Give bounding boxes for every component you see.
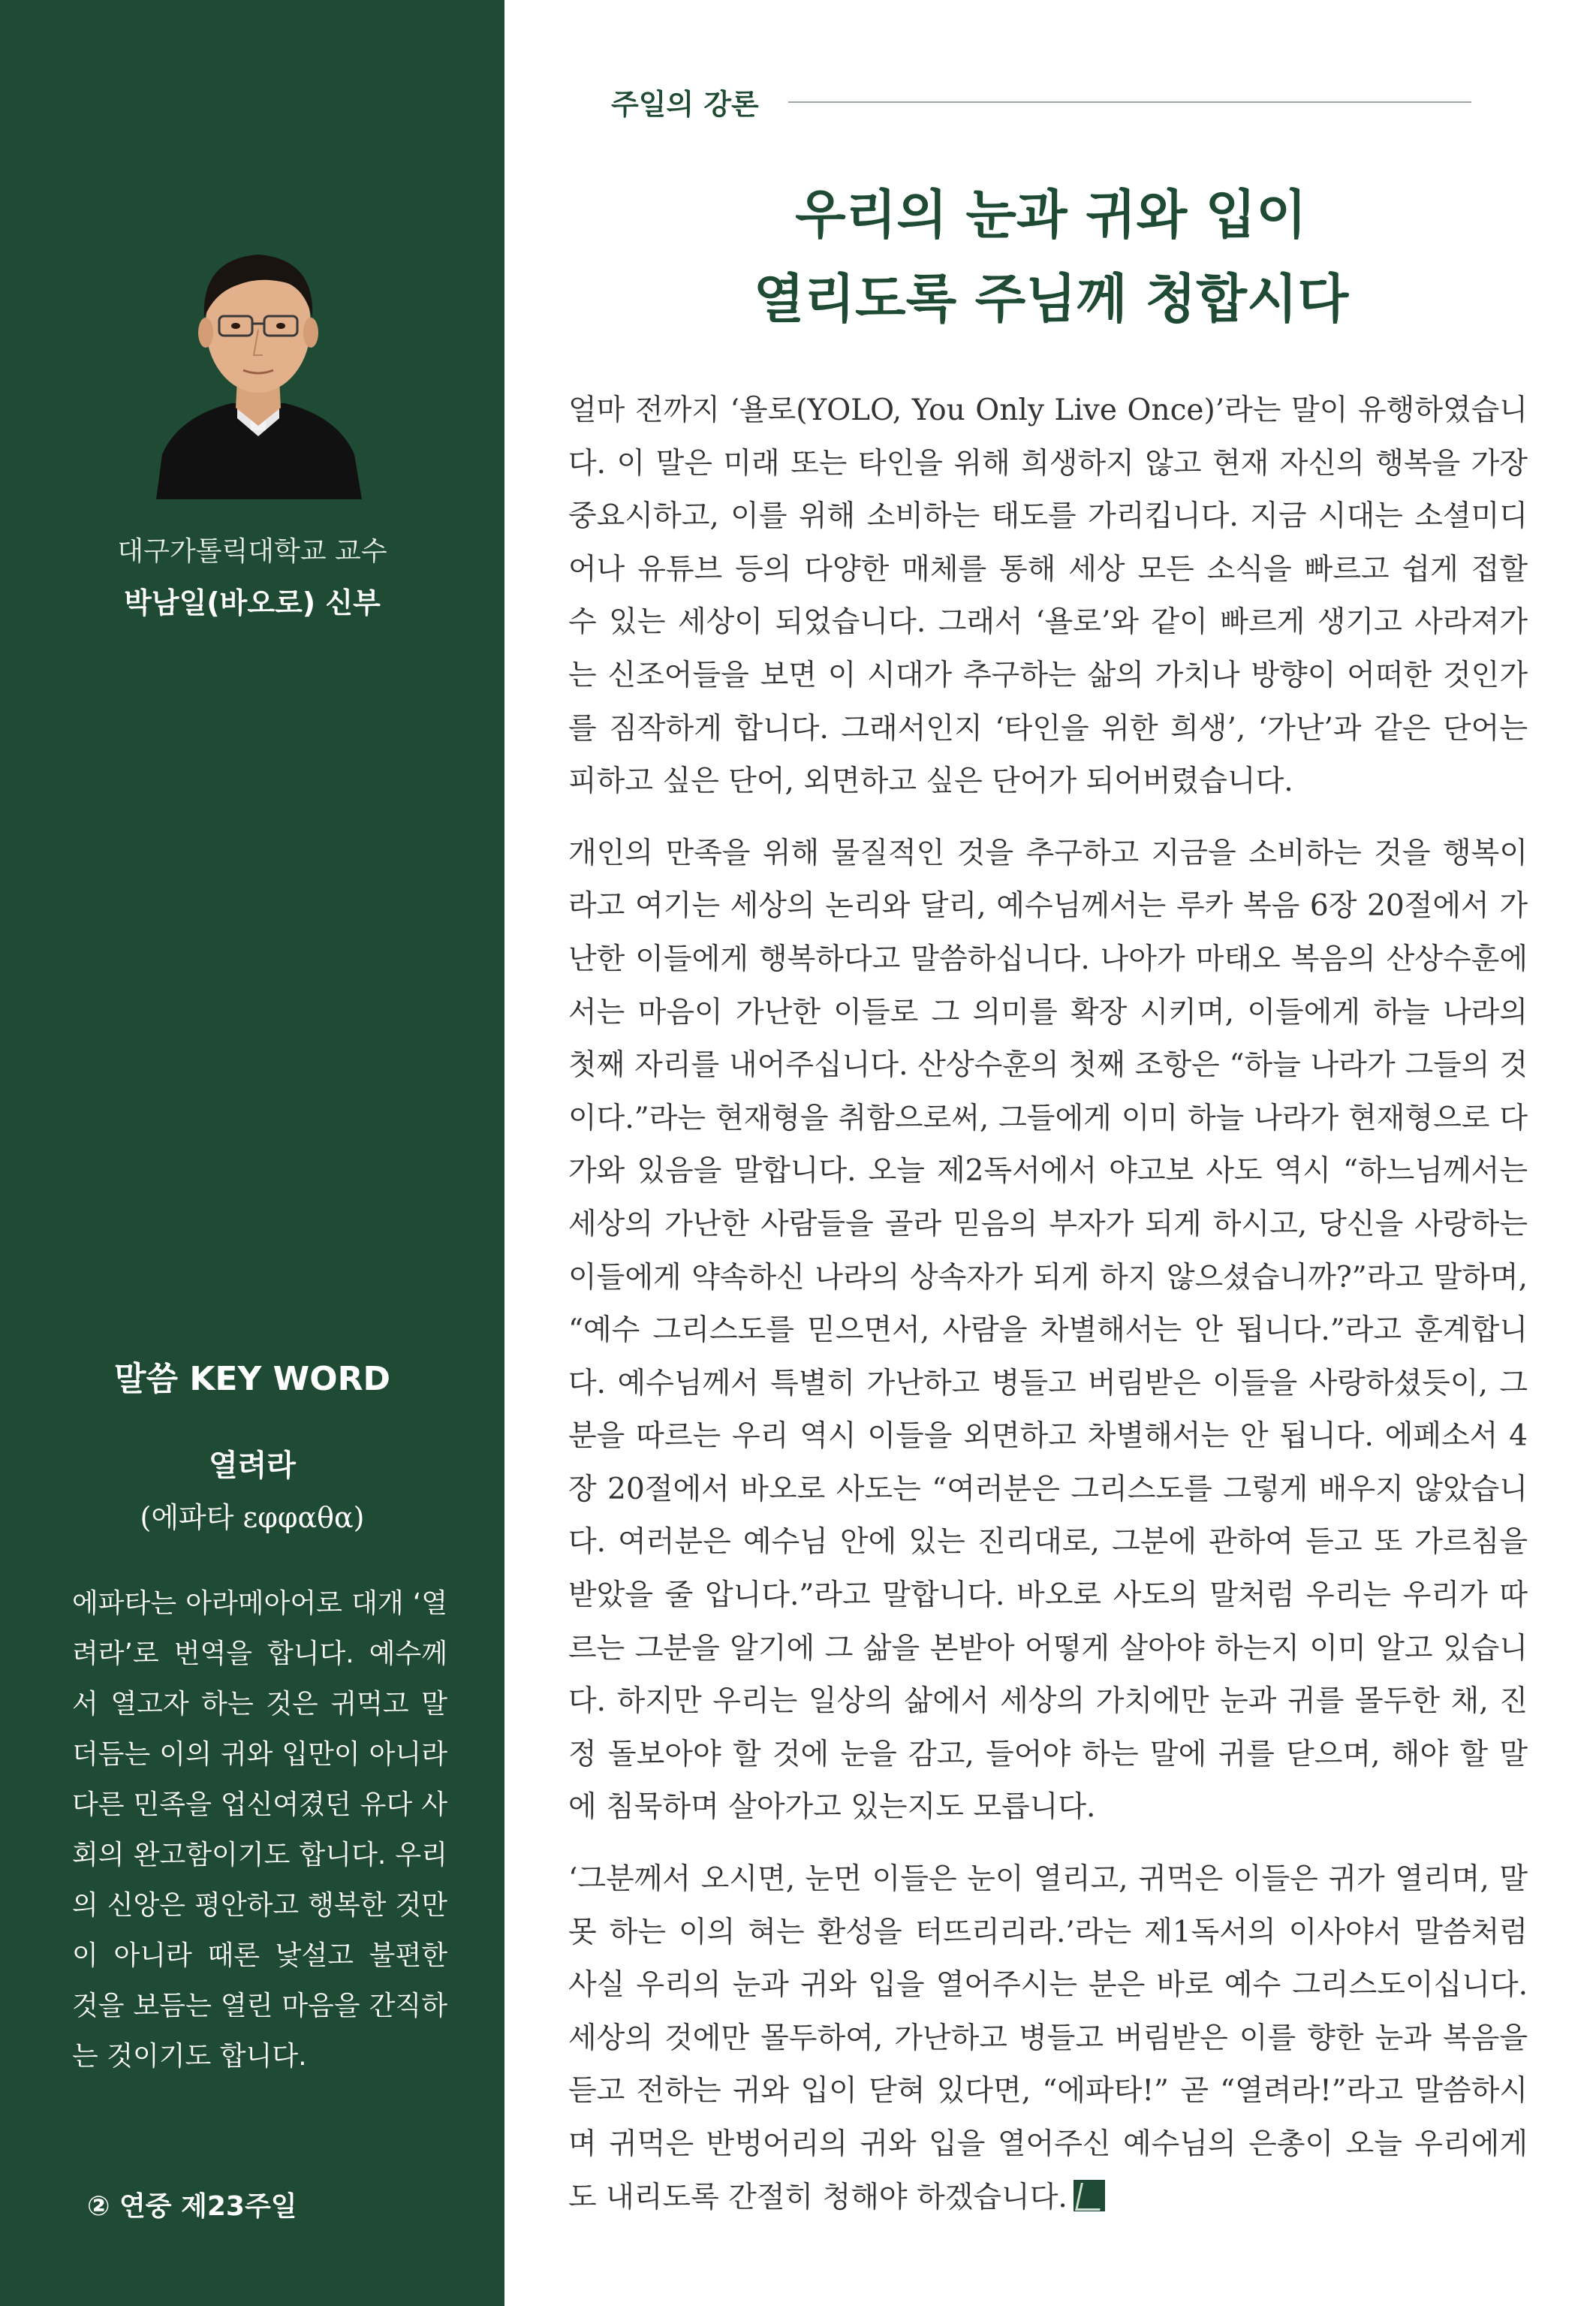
keyword-description: 에파타는 아라메아어로 대개 ‘열려라’로 번역을 합니다. 예수께서 열고자 하는 것은 귀먹고 말 더듬는 이의 귀와 입만이 아니라 다른 민족을 업신여겼던 유다 사회의 완고함이기도 합니다. 우리의 신앙은 평안하고 행복한 것만이 아니라 때론 낯설고 불편한 것을 보듬는 열린 마음을 간직하는 것이기도 합니다.	[72, 1588, 447, 2072]
author-photo	[149, 229, 368, 499]
article-title	[525, 173, 1576, 341]
keyword: 열려라	[209, 1448, 296, 1483]
article-paragraph: 얼마 전까지 ‘욜로(YOLO, You Only Live Once)’라는 말이 유행하였습니다. 이 말은 미래 또는 타인을 위해 희생하지 않고 현재 자신의 행복을 가장 중요시하고, 이를 위해 소비하는 태도를 가리킵니다. 지금 시대는 소셜미디어나 유튜브 등의 다양한 매체를 통해 세상 모든 소식을 빠르고 쉽게 접할 수 있는 세상이 되었습니다. 그래서 ‘욜로’와 같이 빠르게 생기고 사라져가는 신조어들을 보면 이 시대가 추구하는 삶의 가치나 방향이 어떠한 것인가를 짐작하게 합니다. 그래서인지 ‘타인을 위한 희생’, ‘가난’과 같은 단어는 피하고 싶은 단어, 외면하고 싶은 단어가 되어버렸습니다.	[568, 393, 1528, 799]
keyword-section-title: 말씀 KEY WORD	[114, 1360, 390, 1398]
article-title-line1: 우리의 눈과 귀와 입이	[795, 184, 1307, 246]
article-body	[568, 384, 1528, 2243]
author-affiliation: 대구가톨릭대학교 교수	[117, 536, 387, 567]
article-title-line2: 열리도록 주님께 청합시다	[753, 268, 1349, 330]
article-paragraph-text: ‘그분께서 오시면, 눈먼 이들은 눈이 열리고, 귀먹은 이들은 귀가 열리며, 말 못 하는 이의 혀는 환성을 터뜨리리라.’라는 제1독서의 이사야서 말씀처럼 사실 우리의 눈과 귀와 입을 열어주시는 분은 바로 예수 그리스도이십니다. 세상의 것에만 몰두하여, 가난하고 병들고 버림받은 이를 향한 눈과 복음을 듣고 전하는 귀와 입이 닫혀 있다면, “에파타!” 곧 “열려라!”라고 말씀하시며 귀먹은 반벙어리의 귀와 입을 열어주신 예수님의 은총이 오늘 우리에게도 내리도록 간절히 청해야 하겠습니다.	[568, 1862, 1528, 2214]
keyword-original: (에파타 εφφαθα)	[140, 1501, 365, 1534]
article-paragraph: 개인의 만족을 위해 물질적인 것을 추구하고 지금을 소비하는 것을 행복이라고 여기는 세상의 논리와 달리, 예수님께서는 루카 복음 6장 20절에서 가난한 이들에게 행복하다고 말씀하십니다. 나아가 마태오 복음의 산상수훈에서는 마음이 가난한 이들로 그 의미를 확장 시키며, 이들에게 하늘 나라의 첫째 자리를 내어주십니다. 산상수훈의 첫째 조항은 “하늘 나라가 그들의 것이다.”라는 현재형을 취함으로써, 그들에게 이미 하늘 나라가 현재형으로 다가와 있음을 말합니다. 오늘 제2독서에서 야고보 사도 역시 “하느님께서는 세상의 가난한 사람들을 골라 믿음의 부자가 되게 하시고, 당신을 사랑하는 이들에게 약속하신 나라의 상속자가 되게 하지 않으셨습니까?”라고 말하며, “예수 그리스도를 믿으면서, 사람을 차별해서는 안 됩니다.”라고 훈계합니다. 예수님께서 특별히 가난하고 병들고 버림받은 이들을 사랑하셨듯이, 그분을 따르는 우리 역시 이들을 외면하고 차별해서는 안 됩니다. 에페소서 4장 20절에서 바오로 사도는 “여러분은 그리스도를 그렇게 배우지 않았습니다. 여러분은 예수님 안에 있는 진리대로, 그분에 관하여 듣고 또 가르침을 받았을 줄 압니다.”라고 말합니다. 바오로 사도의 말처럼 우리는 우리가 따르는 그분을 알기에 그 삶을 본받아 어떻게 살아야 하는지 이미 알고 있습니다. 하지만 우리는 일상의 삶에서 세상의 가치에만 눈과 귀를 몰두한 채, 진정 돌보아야 할 것에 눈을 감고, 들어야 하는 말에 귀를 닫으며, 해야 할 말에 침묵하며 살아가고 있는지도 모릅니다.	[568, 836, 1528, 1825]
sidebar	[0, 0, 504, 2306]
section-label: 주일의 강론	[611, 88, 759, 121]
issue-label: ② 연중 제23주일	[87, 2191, 297, 2222]
section-divider	[788, 101, 1471, 103]
article-paragraph	[568, 1853, 1528, 2224]
author-name: 박남일(바오로) 신부	[124, 586, 381, 619]
end-mark-icon	[1074, 2180, 1105, 2211]
